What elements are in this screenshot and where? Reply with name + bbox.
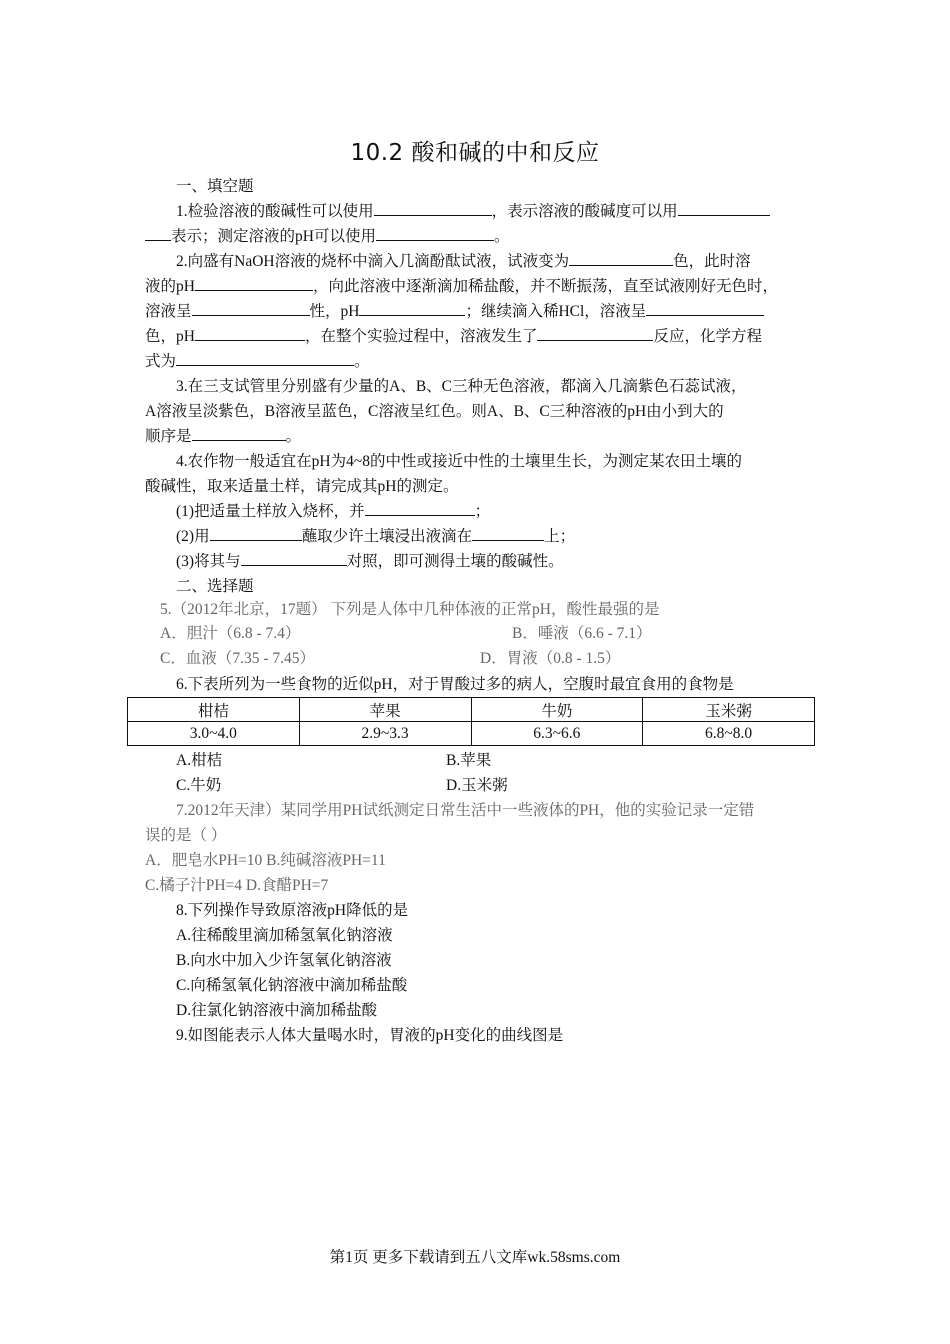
q8-option-d[interactable]: D.往氯化钠溶液中滴加稀盐酸: [176, 1002, 378, 1019]
q2-text-1: 2.向盛有NaOH溶液的烧杯中滴入几滴酚酞试液，试液变为: [176, 253, 570, 270]
q5-option-c[interactable]: C．血液（7.35 - 7.45）: [160, 650, 316, 667]
q4-step-2-text: (2)用: [176, 528, 210, 545]
table-header-cell: 玉米粥: [643, 698, 815, 722]
question-4-step-1: [176, 499, 817, 524]
q1-text-1: 1.检验溶液的酸碱性可以使用: [176, 203, 374, 220]
q2-text-7: ；继续滴入稀HCl，溶液呈: [465, 303, 647, 320]
answer-blank[interactable]: [145, 224, 171, 241]
q4-step-1-text: (1)把适量土样放入烧杯，并: [176, 503, 365, 520]
question-3-line-1: 3.在三支试管里分别盛有少量的A、B、C三种无色溶液，都滴入几滴紫色石蕊试液，: [176, 378, 747, 395]
q7-options-ab[interactable]: A．肥皂水PH=10 B.纯碱溶液PH=11: [145, 852, 386, 869]
q2-text-12: 。: [354, 353, 370, 370]
answer-blank[interactable]: [241, 549, 347, 566]
section-heading-choice: 二、选择题: [176, 578, 254, 595]
q1-text-2: ，表示溶液的酸碱度可以用: [491, 203, 678, 220]
q5-option-d[interactable]: D．胃液（0.8 - 1.5）: [480, 650, 621, 667]
table-cell: 6.8~8.0: [643, 722, 815, 746]
table-cell: 3.0~4.0: [128, 722, 300, 746]
q6-option-a[interactable]: A.柑桔: [176, 752, 223, 769]
q2-text-3: 液的pH: [145, 278, 195, 295]
answer-blank[interactable]: [195, 324, 305, 341]
q6-option-b[interactable]: B.苹果: [446, 752, 492, 769]
question-2-line-5: [145, 349, 817, 374]
q5-option-b[interactable]: B．唾液（6.6 - 7.1）: [512, 625, 652, 642]
answer-blank[interactable]: [678, 199, 770, 216]
q4-step-3-end: 对照，即可测得土壤的酸碱性。: [346, 553, 564, 570]
answer-blank[interactable]: [195, 274, 313, 291]
question-2-line-2: [145, 274, 817, 299]
table-header-cell: 牛奶: [471, 698, 643, 722]
question-6-stem: 6.下表所列为一些食物的近似pH，对于胃酸过多的病人，空腹时最宜食用的食物是: [176, 676, 734, 693]
q3-text: 顺序是: [145, 428, 192, 445]
q2-text-6: 性，pH: [309, 303, 360, 320]
question-2-line-3: [145, 299, 817, 324]
table-header-row: [128, 698, 815, 722]
question-4-line-1: 4.农作物一般适宜在pH为4~8的中性或接近中性的土壤里生长，为测定某农田土壤的: [176, 453, 742, 470]
q8-option-c[interactable]: C.向稀氢氧化钠溶液中滴加稀盐酸: [176, 977, 408, 994]
question-3-line-3: [145, 424, 817, 449]
question-2-line-4: [145, 324, 817, 349]
q4-step-2-end: 上；: [544, 528, 576, 545]
answer-blank[interactable]: [376, 224, 494, 241]
q2-text-2: 色，此时溶: [673, 253, 751, 270]
answer-blank[interactable]: [192, 424, 286, 441]
question-3-line-2: A溶液呈淡紫色，B溶液呈蓝色，C溶液呈红色。则A、B、C三种溶液的pH由小到大的: [145, 403, 724, 420]
answer-blank[interactable]: [646, 299, 764, 316]
table-header-cell: 苹果: [299, 698, 471, 722]
table-cell: 2.9~3.3: [299, 722, 471, 746]
question-8-stem: 8.下列操作导致原溶液pH降低的是: [176, 902, 409, 919]
q8-option-a[interactable]: A.往稀酸里滴加稀氢氧化钠溶液: [176, 927, 393, 944]
page-footer: 第1页 更多下载请到五八文库wk.58sms.com: [329, 1249, 621, 1266]
question-4-line-2: 酸碱性，取来适量土样，请完成其pH的测定。: [145, 478, 459, 495]
question-7-line-2: 误的是（ ）: [145, 827, 227, 844]
question-4-step-3: [176, 549, 817, 574]
question-1-line-2: [145, 224, 817, 249]
answer-blank[interactable]: [210, 524, 302, 541]
question-4-step-2: [176, 524, 817, 549]
answer-blank[interactable]: [176, 349, 354, 366]
q2-text-5: 溶液呈: [145, 303, 192, 320]
table-header-cell: 柑桔: [128, 698, 300, 722]
answer-blank[interactable]: [365, 499, 475, 516]
q7-options-cd[interactable]: C.橘子汁PH=4 D.食醋PH=7: [145, 877, 329, 894]
q2-text-4: ，向此溶液中逐渐滴加稀盐酸，并不断振荡，直至试液刚好无色时，: [312, 278, 778, 295]
q4-step-3-text: (3)将其与: [176, 553, 241, 570]
q2-text-11: 式为: [145, 353, 177, 370]
q5-option-a[interactable]: A．胆汁（6.8 - 7.4）: [160, 625, 301, 642]
page-title: 10.2 酸和碱的中和反应: [350, 140, 600, 166]
answer-blank[interactable]: [569, 249, 673, 266]
answer-blank[interactable]: [472, 524, 544, 541]
food-ph-table: [127, 697, 815, 746]
q2-text-10: 反应，化学方程: [653, 328, 762, 345]
question-2-line-1: [176, 249, 817, 274]
question-1-line-1: [176, 199, 817, 224]
section-heading-fill-in: 一、填空题: [176, 178, 254, 195]
question-7-line-1: 7.2012年天津）某同学用PH试纸测定日常生活中一些液体的PH，他的实验记录一定错: [176, 802, 755, 819]
question-5-stem: 5.（2012年北京，17题） 下列是人体中几种体液的正常pH，酸性最强的是: [160, 601, 660, 618]
q6-option-c[interactable]: C.牛奶: [176, 777, 222, 794]
table-cell: 6.3~6.6: [471, 722, 643, 746]
answer-blank[interactable]: [192, 299, 310, 316]
answer-blank[interactable]: [374, 199, 492, 216]
answer-blank[interactable]: [537, 324, 653, 341]
q6-option-d[interactable]: D.玉米粥: [446, 777, 508, 794]
q4-step-1-end: ；: [474, 503, 491, 520]
q4-step-2-text-2: 蘸取少许土壤浸出液滴在: [301, 528, 473, 545]
answer-blank[interactable]: [359, 299, 465, 316]
question-9-stem: 9.如图能表示人体大量喝水时，胃液的pH变化的曲线图是: [176, 1027, 564, 1044]
q1-text-3: 表示；测定溶液的pH可以使用: [171, 228, 376, 245]
table-row: [128, 722, 815, 746]
q3-text-end: 。: [285, 428, 302, 445]
q8-option-b[interactable]: B.向水中加入少许氢氧化钠溶液: [176, 952, 392, 969]
q2-text-9: ，在整个实验过程中，溶液发生了: [304, 328, 538, 345]
q1-text-4: 。: [493, 228, 510, 245]
q2-text-8: 色，pH: [145, 328, 195, 345]
